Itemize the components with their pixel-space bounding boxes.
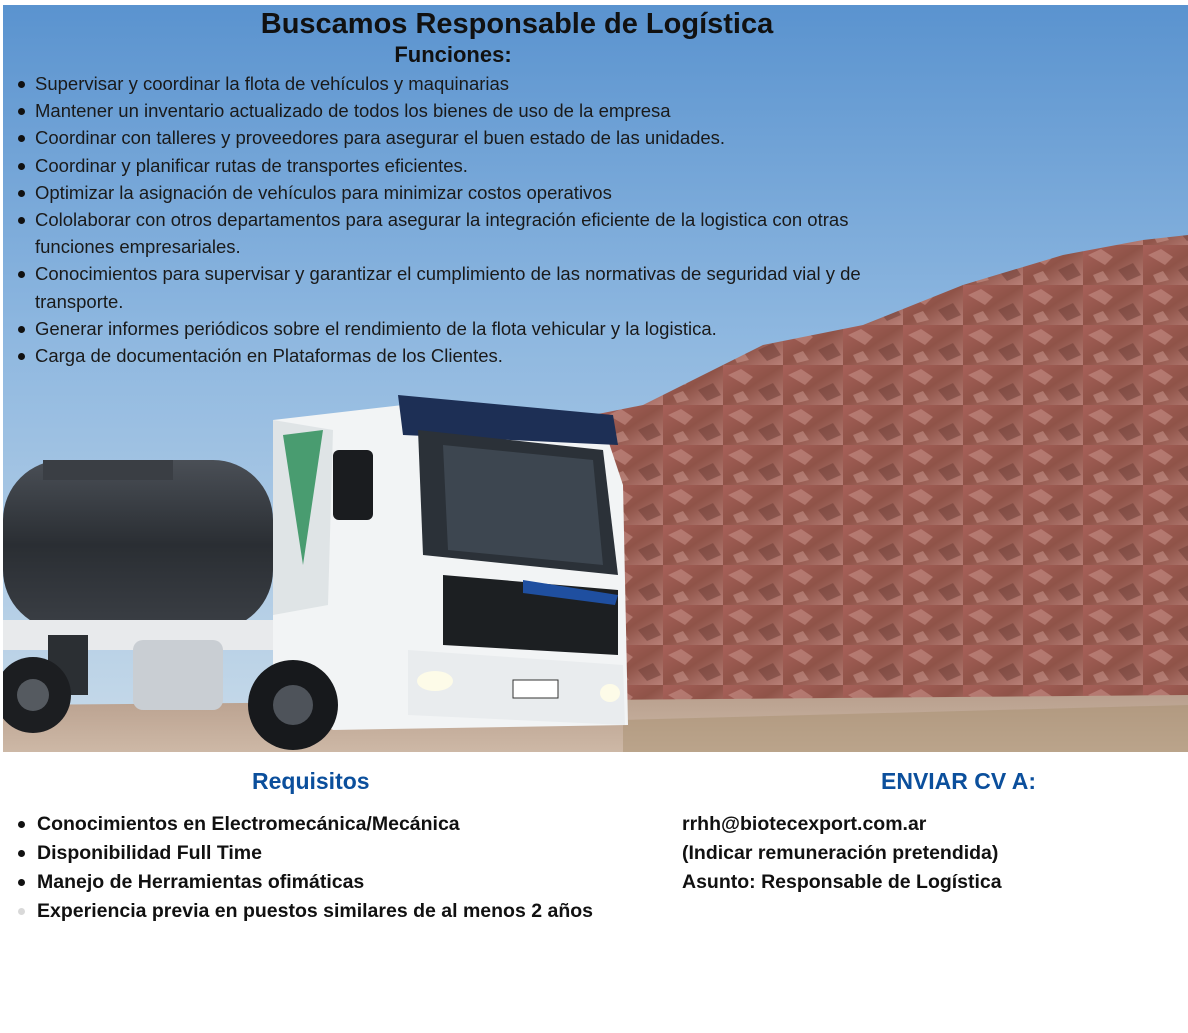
list-item: Conocimientos en Electromecánica/Mecánica [18,810,618,839]
contact-email[interactable]: rrhh@biotecexport.com.ar [682,813,927,835]
requisitos-heading: Requisitos [252,768,370,794]
page-title: Buscamos Responsable de Logística [260,8,774,40]
list-item: Supervisar y coordinar la flota de vehículos y maquinarias [18,70,878,97]
requisitos-list [18,810,618,926]
funciones-list [18,70,878,369]
list-item: Coordinar con talleres y proveedores para asegurar el buen estado de las unidades. [18,124,878,151]
list-item: Generar informes periódicos sobre el rendimiento de la flota vehicular y la logistica. [18,315,878,342]
list-item: Optimizar la asignación de vehículos para minimizar costos operativos [18,179,878,206]
list-item: Coordinar y planificar rutas de transportes eficientes. [18,152,878,179]
list-item: Carga de documentación en Plataformas de los Clientes. [18,342,878,369]
list-item: Disponibilidad Full Time [18,839,618,868]
list-item: Experiencia previa en puestos similares de al menos 2 años [18,897,618,926]
section-title-funciones: Funciones: [394,42,512,67]
contact-subject: Asunto: Responsable de Logística [682,871,1002,893]
enviar-cv-heading: ENVIAR CV A: [881,768,1037,794]
list-item: Manejo de Herramientas ofimáticas [18,868,618,897]
list-item: Conocimientos para supervisar y garantizar el cumplimiento de las normativas de seguridad vial y de transporte. [18,260,878,314]
contact-note: (Indicar remuneración pretendida) [682,842,999,864]
list-item: Mantener un inventario actualizado de todos los bienes de uso de la empresa [18,97,878,124]
list-item: Cololaborar con otros departamentos para asegurar la integración eficiente de la logistica con otras funciones empresariales. [18,206,878,260]
contact-block [682,810,1002,897]
